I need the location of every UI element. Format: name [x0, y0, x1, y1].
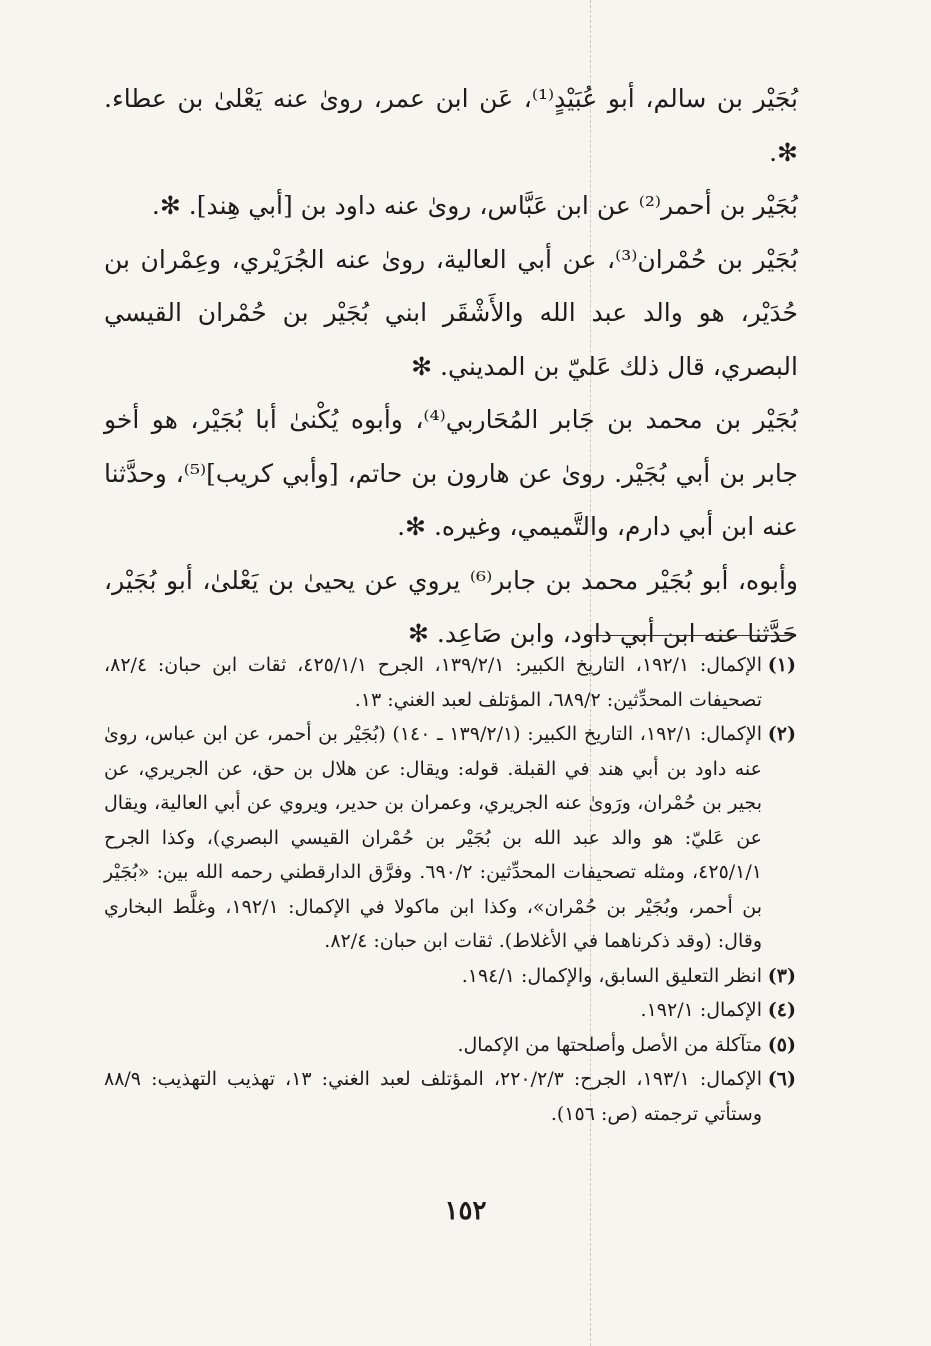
footnote-text: الإكمال: ١٩٢/١، التاريخ الكبير: ١٣٩/٢/١، الجرح ٤٢٥/١/١، ثقات ابن حبان: ٨٢/٤، تصحيفات المحدِّثين: ٦٨٩/٢، المؤتلف لعبد الغني: ١٣. — [104, 654, 762, 711]
footnote-text: متآكلة من الأصل وأصلحتها من الإكمال. — [457, 1033, 762, 1056]
footnotes — [104, 648, 796, 1131]
footnote-number: (٦) — [767, 1068, 796, 1090]
page-number: ١٥٢ — [444, 1196, 487, 1226]
footnote — [104, 648, 796, 717]
footnote-number: (٣) — [767, 964, 796, 987]
footnote — [104, 1028, 796, 1063]
footnote-text: الإكمال: ١٩٢/١. — [640, 999, 762, 1021]
footnote-text: انظر التعليق السابق، والإكمال: ١٩٤/١. — [461, 964, 762, 987]
entry-bujayr-ibn-salim: بُجَيْر بن سالم، أبو عُبَيْدٍ⁽¹⁾، عَن ابن عمر، روىٰ عنه يَعْلىٰ بن عطاء. ✻. — [104, 84, 798, 167]
entry-bujayr-ibn-humran: بُجَيْر بن حُمْران⁽³⁾، عن أبي العالية، روىٰ عنه الجُرَيْري، وعِمْران بن حُدَيْر، هو والد عبد الله والأَشْقَر ابني بُجَيْر بن حُمْران القيسي البصري، قال ذلك عَليّ بن المديني. ✻ — [104, 244, 798, 381]
entry-abu-bujayr: وأبوه، أبو بُجَيْر محمد بن جابر⁽⁶⁾ يروي عن يحيىٰ بن يَعْلىٰ، أبو بُجَيْر، حَدَّثنا عنه ابن أبي داود، وابن صَاعِد. ✻ — [104, 565, 798, 648]
footnote-number: (٤) — [767, 999, 796, 1021]
footnote — [104, 959, 796, 994]
footnote — [104, 717, 796, 959]
entry-bujayr-ibn-ahmar: بُجَيْر بن أحمر⁽²⁾ عن ابن عَبَّاس، روىٰ عنه داود بن [أبي هِند]. ✻. — [151, 191, 798, 220]
footnote-number: (١) — [767, 654, 796, 676]
footnote-number: (٢) — [767, 723, 796, 745]
footnote — [104, 993, 796, 1028]
footnote-number: (٥) — [767, 1033, 796, 1056]
footnote — [104, 1062, 796, 1131]
footnote-text: الإكمال: ١٩٢/١، التاريخ الكبير: (١٣٩/٢/١ ـ ١٤٠) (بُجَيْر بن أحمر، عن ابن عباس، روىٰ عنه داود بن أبي هند في القبلة. قوله: ويقال: عن هلال بن حق، عن الجريري، عن بجير بن حُمْران، ورَوىٰ عنه الجريري، وعمران بن حدير، ويروي عن أبي العالية، ويقال عن عَليّ: هو والد عبد الله بن بُجَيْر بن حُمْران القيسي البصري)، وكذا الجرح ٤٢٥/١/١، ومثله تصحيفات المحدِّثين: ٦٩٠/٢. وفرَّق الدارقطني رحمه الله بين: «بُجَيْر بن أحمر، وبُجَيْر بن حُمْران»، وكذا ابن ماكولا في الإكمال: ١٩٢/١، وغلَّط البخاري وقال: (وقد ذكرناهما في الأغلاط). ثقات ابن حبان: ٨٢/٤. — [104, 723, 762, 952]
footnote-separator — [586, 635, 792, 636]
entry-bujayr-ibn-muhammad: بُجَيْر بن محمد بن جَابر المُحَاربي⁽⁴⁾، وأبوه يُكْنىٰ أبا بُجَيْر، هو أخو جابر بن أبي بُجَيْر. روىٰ عن هارون بن حاتم، [وأبي كريب]⁽⁵⁾، وحدَّثنا عنه ابن أبي دارم، والتَّميمي، وغيره. ✻. — [104, 405, 798, 541]
main-text — [104, 72, 798, 661]
footnote-text: الإكمال: ١٩٣/١، الجرح: ٢٢٠/٢/٣، المؤتلف لعبد الغني: ١٣، تهذيب التهذيب: ٨٨/٩ وستأتي ترجمته (ص: ١٥٦). — [104, 1068, 762, 1125]
